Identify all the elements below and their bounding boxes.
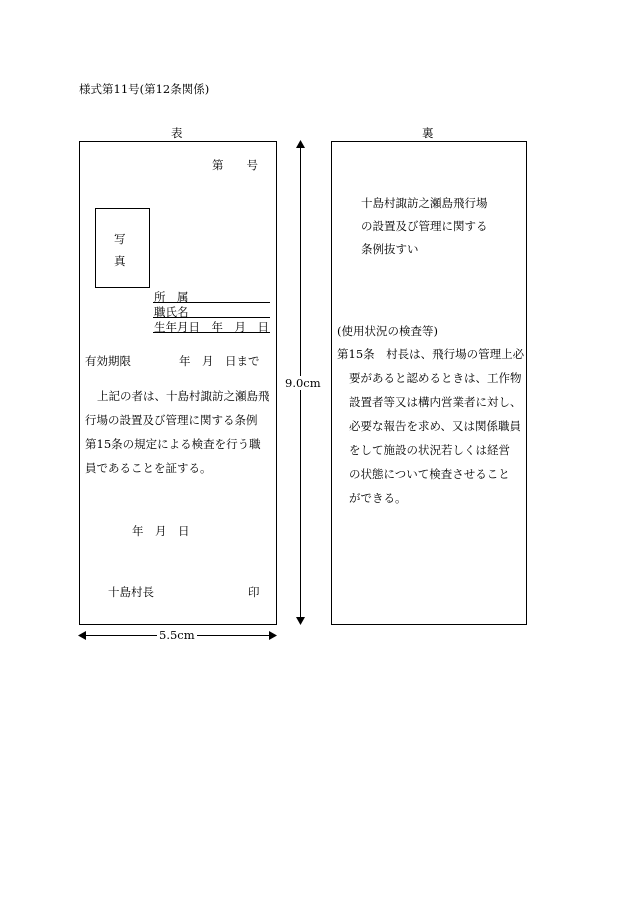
width-arrow-left-icon	[78, 630, 87, 641]
seal-mark: 印	[248, 585, 260, 599]
photo-label-2: 真	[114, 254, 126, 268]
back-title-line-1: 十島村諏訪之瀬島飛行場	[361, 196, 488, 210]
birthdate-label: 生年月日 年 月 日	[154, 320, 269, 334]
back-title-line-3: 条例抜すい	[361, 242, 419, 256]
card-number-label: 第 号	[212, 158, 258, 172]
form-title: 様式第11号(第12条関係)	[79, 82, 210, 96]
article-line-1: 第15条 村長は、飛行場の管理上必	[337, 347, 525, 361]
height-arrow-down-icon	[295, 616, 306, 625]
height-dimension-label: 9.0cm	[285, 376, 321, 390]
affiliation-underline	[153, 302, 270, 303]
issuer-name: 十島村長	[108, 585, 154, 599]
back-title-line-2: の設置及び管理に関する	[361, 219, 488, 233]
article-line-6: の状態について検査させること	[349, 467, 510, 481]
article-line-3: 設置者等又は構内営業者に対し、	[349, 395, 522, 409]
name-label: 職氏名	[154, 305, 189, 319]
article-line-5: をして施設の状況若しくは経営	[349, 443, 510, 457]
affiliation-label: 所 属	[154, 290, 189, 304]
article-line-7: ができる。	[349, 491, 407, 505]
width-arrow-right-icon	[268, 630, 277, 641]
width-dimension-label: 5.5cm	[159, 628, 195, 642]
name-underline	[153, 317, 270, 318]
certification-line-2: 行場の設置及び管理に関する条例	[85, 413, 258, 427]
photo-box	[95, 208, 150, 288]
validity-label: 有効期限	[85, 354, 131, 368]
certification-line-3: 第15条の規定による検査を行う職	[85, 437, 261, 451]
back-heading: 裏	[422, 126, 434, 140]
birthdate-underline	[153, 332, 270, 333]
photo-label-1: 写	[114, 232, 126, 246]
certification-line-1: 上記の者は、十島村諏訪之瀬島飛	[97, 389, 270, 403]
issue-date: 年 月 日	[132, 524, 190, 538]
validity-value: 年 月 日まで	[179, 354, 260, 368]
front-heading: 表	[171, 126, 183, 140]
certification-line-4: 員であることを証する。	[85, 461, 212, 475]
article-line-2: 要があると認めるときは、工作物	[349, 371, 522, 385]
height-arrow-up-icon	[295, 140, 306, 149]
article-line-4: 必要な報告を求め、又は関係職員	[349, 419, 522, 433]
section-caption: (使用状況の検査等)	[337, 324, 438, 338]
